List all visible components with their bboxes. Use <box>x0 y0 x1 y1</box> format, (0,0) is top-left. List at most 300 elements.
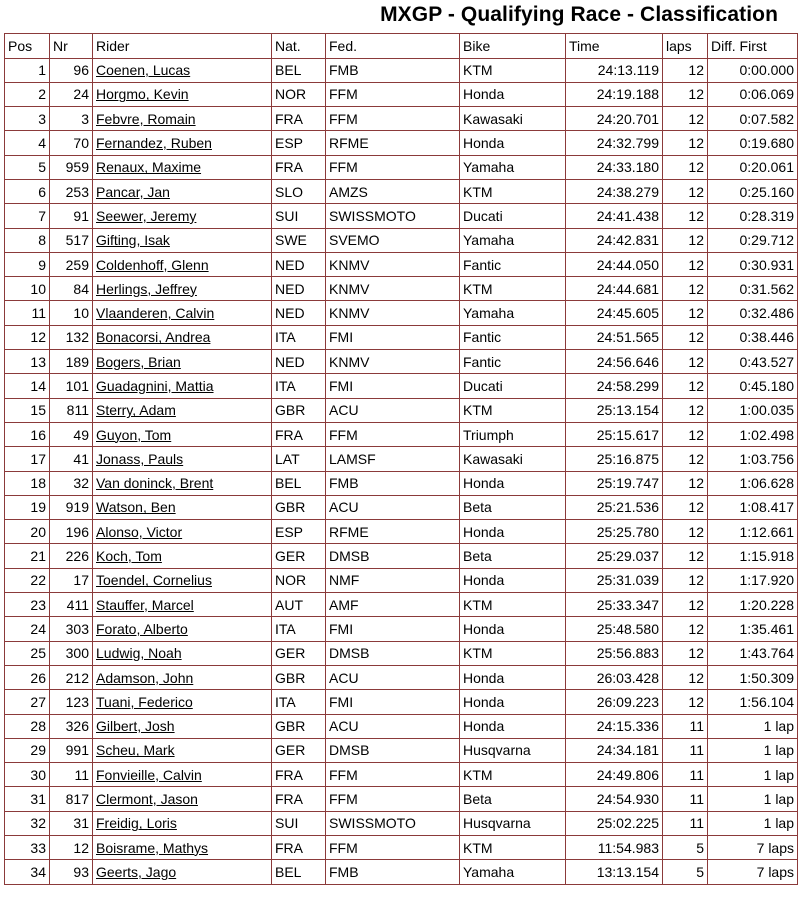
cell-time: 13:13.154 <box>566 860 663 884</box>
rider-link[interactable]: Fernandez, Ruben <box>96 135 212 152</box>
cell-diff: 1:17.920 <box>708 568 798 592</box>
cell-pos: 34 <box>5 860 50 884</box>
cell-nr: 84 <box>50 277 93 301</box>
cell-diff: 1 lap <box>708 763 798 787</box>
cell-diff: 1:12.661 <box>708 520 798 544</box>
cell-bike: KTM <box>460 58 566 82</box>
rider-link[interactable]: Gifting, Isak <box>96 232 170 249</box>
cell-time: 24:20.701 <box>566 107 663 131</box>
rider-link[interactable]: Clermont, Jason <box>96 791 198 808</box>
rider-link[interactable]: Herlings, Jeffrey <box>96 280 197 297</box>
rider-link[interactable]: Van doninck, Brent <box>96 475 214 492</box>
cell-rider <box>93 277 272 301</box>
cell-fed: ACU <box>326 665 460 689</box>
cell-nat: GBR <box>272 495 326 519</box>
cell-fed: SWISSMOTO <box>326 204 460 228</box>
cell-diff: 1:15.918 <box>708 544 798 568</box>
cell-bike: KTM <box>460 836 566 860</box>
cell-bike: Honda <box>460 131 566 155</box>
cell-nr: 919 <box>50 495 93 519</box>
cell-time: 25:31.039 <box>566 568 663 592</box>
cell-laps: 12 <box>663 447 708 471</box>
cell-fed: FMI <box>326 617 460 641</box>
rider-link[interactable]: Bonacorsi, Andrea <box>96 329 211 346</box>
cell-pos: 10 <box>5 277 50 301</box>
table-row <box>5 58 798 82</box>
cell-laps: 12 <box>663 107 708 131</box>
table-row <box>5 350 798 374</box>
cell-nr: 41 <box>50 447 93 471</box>
cell-diff: 1:43.764 <box>708 641 798 665</box>
cell-time: 25:13.154 <box>566 398 663 422</box>
rider-link[interactable]: Koch, Tom <box>96 548 162 565</box>
cell-nr: 253 <box>50 179 93 203</box>
rider-link[interactable]: Alonso, Victor <box>96 523 183 540</box>
cell-time: 25:29.037 <box>566 544 663 568</box>
table-row <box>5 422 798 446</box>
column-header-pos: Pos <box>5 34 50 59</box>
cell-fed: RFME <box>326 520 460 544</box>
cell-rider <box>93 204 272 228</box>
cell-pos: 7 <box>5 204 50 228</box>
cell-laps: 12 <box>663 568 708 592</box>
cell-fed: ACU <box>326 495 460 519</box>
cell-laps: 12 <box>663 228 708 252</box>
cell-laps: 12 <box>663 422 708 446</box>
cell-rider <box>93 665 272 689</box>
cell-nr: 303 <box>50 617 93 641</box>
rider-link[interactable]: Tuani, Federico <box>96 693 193 710</box>
cell-time: 25:56.883 <box>566 641 663 665</box>
cell-nat: NED <box>272 350 326 374</box>
cell-bike: Yamaha <box>460 860 566 884</box>
cell-diff: 7 laps <box>708 836 798 860</box>
cell-nr: 326 <box>50 714 93 738</box>
cell-rider <box>93 82 272 106</box>
table-row <box>5 82 798 106</box>
cell-diff: 1:20.228 <box>708 593 798 617</box>
cell-bike: Fantic <box>460 252 566 276</box>
cell-bike: Beta <box>460 787 566 811</box>
cell-bike: KTM <box>460 398 566 422</box>
cell-time: 24:13.119 <box>566 58 663 82</box>
cell-nr: 259 <box>50 252 93 276</box>
cell-fed: FMI <box>326 374 460 398</box>
cell-nr: 959 <box>50 155 93 179</box>
cell-nat: FRA <box>272 107 326 131</box>
cell-diff: 1:50.309 <box>708 665 798 689</box>
table-row <box>5 811 798 835</box>
cell-rider <box>93 107 272 131</box>
cell-nr: 32 <box>50 471 93 495</box>
cell-nr: 123 <box>50 690 93 714</box>
rider-link[interactable]: Renaux, Maxime <box>96 159 202 176</box>
cell-nr: 196 <box>50 520 93 544</box>
rider-link[interactable]: Guyon, Tom <box>96 426 172 443</box>
cell-nat: GBR <box>272 398 326 422</box>
cell-laps: 12 <box>663 690 708 714</box>
cell-bike: Honda <box>460 471 566 495</box>
rider-link[interactable]: Febvre, Romain <box>96 110 196 127</box>
cell-bike: Husqvarna <box>460 738 566 762</box>
table-row <box>5 836 798 860</box>
rider-link[interactable]: Gilbert, Josh <box>96 718 175 735</box>
cell-bike: Kawasaki <box>460 107 566 131</box>
cell-time: 11:54.983 <box>566 836 663 860</box>
cell-nat: SUI <box>272 811 326 835</box>
table-row <box>5 665 798 689</box>
cell-laps: 12 <box>663 325 708 349</box>
cell-laps: 12 <box>663 301 708 325</box>
cell-nat: FRA <box>272 836 326 860</box>
cell-laps: 12 <box>663 495 708 519</box>
cell-pos: 33 <box>5 836 50 860</box>
cell-fed: NMF <box>326 568 460 592</box>
cell-time: 25:19.747 <box>566 471 663 495</box>
cell-time: 24:54.930 <box>566 787 663 811</box>
cell-pos: 26 <box>5 665 50 689</box>
cell-bike: Fantic <box>460 350 566 374</box>
cell-bike: Ducati <box>460 374 566 398</box>
cell-nat: AUT <box>272 593 326 617</box>
rider-link[interactable]: Bogers, Brian <box>96 353 181 370</box>
column-header-rider: Rider <box>93 34 272 59</box>
cell-laps: 12 <box>663 252 708 276</box>
cell-laps: 12 <box>663 471 708 495</box>
cell-pos: 19 <box>5 495 50 519</box>
cell-nat: NED <box>272 301 326 325</box>
cell-time: 24:44.050 <box>566 252 663 276</box>
cell-diff: 1 lap <box>708 738 798 762</box>
cell-laps: 12 <box>663 520 708 544</box>
cell-pos: 32 <box>5 811 50 835</box>
cell-diff: 1:06.628 <box>708 471 798 495</box>
rider-link[interactable]: Scheu, Mark <box>96 742 175 759</box>
cell-pos: 3 <box>5 107 50 131</box>
cell-nr: 212 <box>50 665 93 689</box>
cell-bike: KTM <box>460 763 566 787</box>
cell-rider <box>93 714 272 738</box>
cell-rider <box>93 811 272 835</box>
cell-time: 24:51.565 <box>566 325 663 349</box>
cell-nat: SLO <box>272 179 326 203</box>
rider-link[interactable]: Watson, Ben <box>96 499 176 516</box>
cell-diff: 1:56.104 <box>708 690 798 714</box>
cell-rider <box>93 617 272 641</box>
cell-diff: 0:00.000 <box>708 58 798 82</box>
cell-time: 25:15.617 <box>566 422 663 446</box>
cell-pos: 28 <box>5 714 50 738</box>
cell-rider <box>93 544 272 568</box>
cell-diff: 0:45.180 <box>708 374 798 398</box>
cell-bike: Beta <box>460 495 566 519</box>
cell-laps: 12 <box>663 665 708 689</box>
rider-link[interactable]: Sterry, Adam <box>96 402 176 419</box>
cell-rider <box>93 495 272 519</box>
cell-fed: ACU <box>326 398 460 422</box>
cell-nr: 817 <box>50 787 93 811</box>
cell-laps: 11 <box>663 787 708 811</box>
cell-time: 26:03.428 <box>566 665 663 689</box>
cell-nr: 811 <box>50 398 93 422</box>
cell-nr: 17 <box>50 568 93 592</box>
cell-rider <box>93 641 272 665</box>
cell-time: 26:09.223 <box>566 690 663 714</box>
cell-pos: 16 <box>5 422 50 446</box>
cell-diff: 0:31.562 <box>708 277 798 301</box>
cell-fed: KNMV <box>326 350 460 374</box>
rider-link[interactable]: Toendel, Cornelius <box>96 572 212 589</box>
cell-nr: 70 <box>50 131 93 155</box>
cell-nr: 132 <box>50 325 93 349</box>
cell-rider <box>93 374 272 398</box>
cell-laps: 12 <box>663 398 708 422</box>
cell-pos: 14 <box>5 374 50 398</box>
cell-diff: 1:08.417 <box>708 495 798 519</box>
cell-rider <box>93 179 272 203</box>
table-row <box>5 787 798 811</box>
cell-nat: NOR <box>272 82 326 106</box>
cell-pos: 24 <box>5 617 50 641</box>
cell-pos: 5 <box>5 155 50 179</box>
cell-rider <box>93 228 272 252</box>
cell-nr: 24 <box>50 82 93 106</box>
cell-time: 24:42.831 <box>566 228 663 252</box>
cell-pos: 1 <box>5 58 50 82</box>
cell-diff: 1 lap <box>708 787 798 811</box>
cell-pos: 9 <box>5 252 50 276</box>
table-row <box>5 568 798 592</box>
table-row <box>5 471 798 495</box>
cell-laps: 12 <box>663 350 708 374</box>
cell-bike: KTM <box>460 179 566 203</box>
cell-nat: ESP <box>272 131 326 155</box>
cell-bike: Fantic <box>460 325 566 349</box>
rider-link[interactable]: Boisrame, Mathys <box>96 839 209 856</box>
cell-nr: 93 <box>50 860 93 884</box>
cell-nr: 300 <box>50 641 93 665</box>
cell-nr: 189 <box>50 350 93 374</box>
cell-nr: 411 <box>50 593 93 617</box>
cell-nr: 91 <box>50 204 93 228</box>
cell-rider <box>93 860 272 884</box>
cell-rider <box>93 568 272 592</box>
cell-fed: FMI <box>326 325 460 349</box>
header-row <box>5 34 798 59</box>
cell-rider <box>93 131 272 155</box>
cell-nr: 49 <box>50 422 93 446</box>
cell-nr: 3 <box>50 107 93 131</box>
rider-link[interactable]: Forato, Alberto <box>96 620 188 637</box>
cell-pos: 31 <box>5 787 50 811</box>
cell-fed: AMF <box>326 593 460 617</box>
rider-link[interactable]: Fonvieille, Calvin <box>96 766 202 783</box>
cell-rider <box>93 155 272 179</box>
cell-fed: DMSB <box>326 641 460 665</box>
cell-pos: 12 <box>5 325 50 349</box>
cell-rider <box>93 422 272 446</box>
cell-nat: SUI <box>272 204 326 228</box>
cell-nat: FRA <box>272 155 326 179</box>
cell-fed: SVEMO <box>326 228 460 252</box>
cell-bike: KTM <box>460 641 566 665</box>
cell-nat: ITA <box>272 374 326 398</box>
cell-laps: 12 <box>663 544 708 568</box>
table-row <box>5 544 798 568</box>
cell-diff: 0:06.069 <box>708 82 798 106</box>
cell-laps: 11 <box>663 763 708 787</box>
column-header-diff: Diff. First <box>708 34 798 59</box>
rider-link[interactable]: Seewer, Jeremy <box>96 207 197 224</box>
cell-fed: FFM <box>326 763 460 787</box>
cell-fed: FFM <box>326 82 460 106</box>
cell-nat: ITA <box>272 617 326 641</box>
cell-pos: 2 <box>5 82 50 106</box>
cell-laps: 12 <box>663 374 708 398</box>
cell-time: 24:34.181 <box>566 738 663 762</box>
cell-pos: 23 <box>5 593 50 617</box>
cell-diff: 1:02.498 <box>708 422 798 446</box>
cell-pos: 29 <box>5 738 50 762</box>
table-row <box>5 228 798 252</box>
rider-link[interactable]: Ludwig, Noah <box>96 645 182 662</box>
cell-bike: Triumph <box>460 422 566 446</box>
table-row <box>5 131 798 155</box>
rider-link[interactable]: Guadagnini, Mattia <box>96 378 214 394</box>
cell-laps: 12 <box>663 58 708 82</box>
cell-fed: FFM <box>326 422 460 446</box>
cell-bike: Honda <box>460 617 566 641</box>
cell-pos: 6 <box>5 179 50 203</box>
cell-pos: 15 <box>5 398 50 422</box>
page-title: MXGP - Qualifying Race - Classification <box>380 3 778 26</box>
cell-rider <box>93 787 272 811</box>
cell-nr: 991 <box>50 738 93 762</box>
cell-fed: FMB <box>326 58 460 82</box>
cell-time: 24:33.180 <box>566 155 663 179</box>
cell-time: 24:41.438 <box>566 204 663 228</box>
cell-laps: 12 <box>663 204 708 228</box>
cell-fed: FFM <box>326 155 460 179</box>
cell-fed: FFM <box>326 107 460 131</box>
cell-fed: FMI <box>326 690 460 714</box>
column-header-fed: Fed. <box>326 34 460 59</box>
cell-bike: KTM <box>460 277 566 301</box>
cell-nat: ITA <box>272 325 326 349</box>
cell-fed: LAMSF <box>326 447 460 471</box>
cell-diff: 1 lap <box>708 714 798 738</box>
cell-laps: 12 <box>663 179 708 203</box>
cell-time: 24:49.806 <box>566 763 663 787</box>
cell-diff: 7 laps <box>708 860 798 884</box>
cell-nr: 226 <box>50 544 93 568</box>
cell-diff: 1:00.035 <box>708 398 798 422</box>
cell-time: 25:48.580 <box>566 617 663 641</box>
cell-laps: 12 <box>663 131 708 155</box>
column-header-bike: Bike <box>460 34 566 59</box>
cell-diff: 0:32.486 <box>708 301 798 325</box>
table-row <box>5 763 798 787</box>
table-row <box>5 520 798 544</box>
cell-diff: 0:29.712 <box>708 228 798 252</box>
classification-table <box>4 33 798 885</box>
cell-fed: RFME <box>326 131 460 155</box>
cell-nat: SWE <box>272 228 326 252</box>
cell-nat: NOR <box>272 568 326 592</box>
cell-time: 25:33.347 <box>566 593 663 617</box>
table-row <box>5 495 798 519</box>
cell-nat: ITA <box>272 690 326 714</box>
rider-link[interactable]: Coldenhoff, Glenn <box>96 256 209 273</box>
cell-nr: 101 <box>50 374 93 398</box>
cell-laps: 11 <box>663 811 708 835</box>
table-row <box>5 252 798 276</box>
cell-rider <box>93 690 272 714</box>
cell-laps: 11 <box>663 738 708 762</box>
rider-link[interactable]: Coenen, Lucas <box>96 62 191 79</box>
rider-link[interactable]: Vlaanderen, Calvin <box>96 305 215 322</box>
cell-fed: FFM <box>326 836 460 860</box>
cell-pos: 13 <box>5 350 50 374</box>
rider-link[interactable]: Jonass, Pauls <box>96 450 184 467</box>
cell-rider <box>93 763 272 787</box>
cell-rider <box>93 593 272 617</box>
cell-time: 25:21.536 <box>566 495 663 519</box>
cell-time: 24:56.646 <box>566 350 663 374</box>
cell-fed: FMB <box>326 471 460 495</box>
cell-bike: Yamaha <box>460 301 566 325</box>
cell-fed: KNMV <box>326 252 460 276</box>
rider-link[interactable]: Horgmo, Kevin <box>96 86 189 103</box>
cell-nat: LAT <box>272 447 326 471</box>
cell-fed: AMZS <box>326 179 460 203</box>
cell-fed: SWISSMOTO <box>326 811 460 835</box>
cell-pos: 22 <box>5 568 50 592</box>
cell-bike: Honda <box>460 568 566 592</box>
table-row <box>5 738 798 762</box>
column-header-nat: Nat. <box>272 34 326 59</box>
table-row <box>5 860 798 884</box>
cell-laps: 11 <box>663 714 708 738</box>
cell-pos: 27 <box>5 690 50 714</box>
cell-laps: 12 <box>663 641 708 665</box>
cell-rider <box>93 350 272 374</box>
cell-nat: ESP <box>272 520 326 544</box>
cell-bike: Yamaha <box>460 228 566 252</box>
rider-link[interactable]: Pancar, Jan <box>96 183 170 200</box>
cell-pos: 11 <box>5 301 50 325</box>
table-row <box>5 447 798 471</box>
cell-nat: FRA <box>272 422 326 446</box>
table-row <box>5 204 798 228</box>
cell-nr: 31 <box>50 811 93 835</box>
cell-nr: 12 <box>50 836 93 860</box>
cell-diff: 0:25.160 <box>708 179 798 203</box>
cell-time: 24:45.605 <box>566 301 663 325</box>
rider-link[interactable]: Stauffer, Marcel <box>96 596 194 613</box>
rider-link[interactable]: Freidig, Loris <box>96 815 177 832</box>
cell-rider <box>93 738 272 762</box>
cell-rider <box>93 471 272 495</box>
cell-fed: DMSB <box>326 738 460 762</box>
cell-bike: Honda <box>460 520 566 544</box>
rider-link[interactable]: Adamson, John <box>96 669 194 686</box>
table-row <box>5 690 798 714</box>
rider-link[interactable]: Geerts, Jago <box>96 863 177 880</box>
table-row <box>5 398 798 422</box>
cell-fed: FMB <box>326 860 460 884</box>
table-row <box>5 107 798 131</box>
